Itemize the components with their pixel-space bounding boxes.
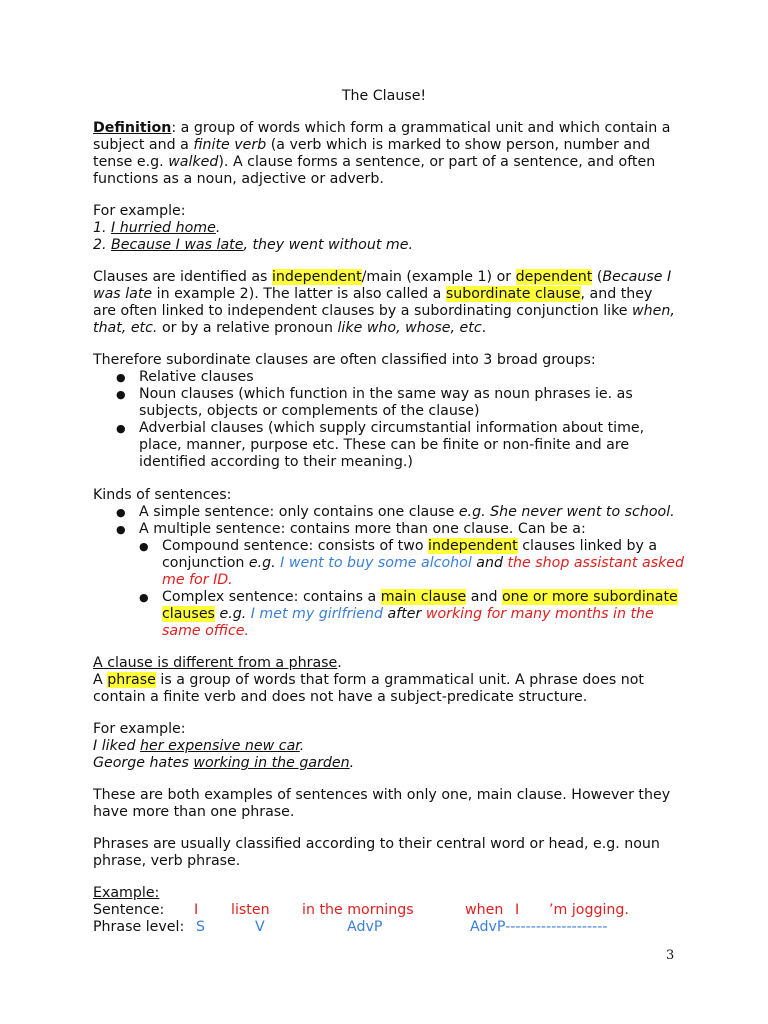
word-listen: listen <box>231 902 270 918</box>
text: /main (example 1) or <box>361 269 516 285</box>
identified-line-3 <box>93 303 675 320</box>
page-title: The Clause! <box>341 88 427 104</box>
text: . <box>337 655 342 671</box>
text: I liked <box>93 738 141 754</box>
highlight-clauses: clauses <box>162 606 215 622</box>
bullet-icon: ● <box>116 422 126 435</box>
sentence-label: Sentence: <box>93 902 165 918</box>
phrase-level-label: Phrase level: <box>93 919 185 935</box>
classified-line-2: phrase, verb phrase. <box>93 853 241 869</box>
text: , and they <box>580 286 653 302</box>
group-adverbial-line-3: identified according to their meaning.) <box>139 454 413 470</box>
definition-line-1 <box>93 120 670 137</box>
text: ( <box>592 269 603 285</box>
text: and <box>466 589 502 605</box>
example-heading: For example: <box>93 203 186 219</box>
groups-intro: Therefore subordinate clauses are often classified into 3 broad groups: <box>93 352 596 368</box>
bullet-icon: ● <box>116 371 126 384</box>
text: subject and a <box>93 137 194 153</box>
text: . <box>481 320 487 336</box>
bullet-icon: ● <box>116 506 126 519</box>
complex-line-2 <box>162 606 654 623</box>
kinds-heading: Kinds of sentences: <box>93 487 232 503</box>
highlight-subordinate: one or more subordinate <box>501 589 678 605</box>
finite-verb-term: finite verb <box>193 137 267 153</box>
walked-term: walked <box>168 154 219 170</box>
group-adverbial-line-1: Adverbial clauses (which supply circumstantial information about time, <box>139 420 645 436</box>
text: . <box>349 755 355 771</box>
phrase-example-1 <box>93 738 304 755</box>
highlight-phrase: phrase <box>107 672 156 688</box>
kind-simple <box>139 504 675 521</box>
word-i: I <box>194 902 199 918</box>
text: . <box>215 220 221 236</box>
underlined-clause: Because I was late <box>111 237 244 253</box>
phrase-line-1 <box>93 672 644 689</box>
text: or by a relative pronoun <box>157 320 338 336</box>
text: when, <box>632 303 675 319</box>
text: clauses linked by a <box>517 538 658 554</box>
text: like who, whose, etc <box>337 320 482 336</box>
compound-line-3: me for ID. <box>162 572 233 588</box>
definition-line-4: functions as a noun, adjective or adverb. <box>93 171 384 187</box>
bullet-icon: ● <box>116 388 126 401</box>
bullet-icon: ● <box>139 591 149 604</box>
word-in-the-mornings: in the mornings <box>302 902 414 918</box>
definition-text-1: : a group of words which form a grammatical unit and which contain a <box>171 120 671 136</box>
tag-v: V <box>255 919 265 935</box>
definition-line-3 <box>93 154 655 171</box>
tag-advp-1: AdvP <box>347 919 383 935</box>
highlight-subordinate-clause: subordinate clause <box>445 286 581 302</box>
blue-clause: I met my girlfriend <box>246 606 383 622</box>
text: Because I <box>602 269 672 285</box>
text: e.g. <box>214 606 247 622</box>
text: was late <box>93 286 153 302</box>
text: A simple sentence: only contains one clause <box>139 504 459 520</box>
red-clause: working for many months in the <box>421 606 654 622</box>
definition-line-2 <box>93 137 650 154</box>
text: George hates <box>93 755 194 771</box>
text: in example 2). The latter is also called a <box>152 286 446 302</box>
text: A clause is different from a phrase <box>93 655 338 671</box>
text: A <box>93 672 108 688</box>
text: Compound sentence: consists of two <box>162 538 429 554</box>
phrase-example-heading: For example: <box>93 721 186 737</box>
both-line-2: have more than one phrase. <box>93 804 295 820</box>
complex-line-3: same office. <box>162 623 250 639</box>
highlight-main-clause: main clause <box>380 589 467 605</box>
group-relative: Relative clauses <box>139 369 254 385</box>
text: 1. <box>93 220 112 236</box>
group-adverbial-line-2: place, manner, purpose etc. These can be finite or non-finite and are <box>139 437 630 453</box>
text: (a verb which is marked to show person, number and <box>266 137 651 153</box>
underlined-phrase: working in the garden <box>193 755 350 771</box>
text: Clauses are identified as <box>93 269 272 285</box>
group-noun-line-2: subjects, objects or complements of the clause) <box>139 403 480 419</box>
text: 2. <box>93 237 112 253</box>
text: Complex sentence: contains a <box>162 589 381 605</box>
highlight-independent: independent <box>271 269 362 285</box>
identified-line-4 <box>93 320 486 337</box>
text: tense e.g. <box>93 154 169 170</box>
phrase-line-2: contain a finite verb and does not have a subject-predicate structure. <box>93 689 588 705</box>
identified-line-1 <box>93 269 671 286</box>
text: is a group of words that form a grammatical unit. A phrase does not <box>155 672 644 688</box>
group-noun-line-1: Noun clauses (which function in the same way as noun phrases ie. as <box>139 386 633 402</box>
underlined-clause: I hurried home <box>111 220 216 236</box>
blue-clause: I went to buy some alcohol <box>275 555 472 571</box>
example-1 <box>93 220 220 237</box>
tag-s: S <box>196 919 206 935</box>
text: . <box>299 738 305 754</box>
classified-line-1: Phrases are usually classified according to their central word or head, e.g. noun <box>93 836 660 852</box>
definition-label: Definition <box>93 120 172 136</box>
bullet-icon: ● <box>116 523 126 536</box>
complex-line-1 <box>162 589 678 606</box>
example-2 <box>93 237 413 254</box>
text: e.g. <box>248 555 276 571</box>
highlight-independent: independent <box>428 538 518 554</box>
word-when: when <box>465 902 504 918</box>
red-clause: the shop assistant asked <box>502 555 685 571</box>
text: conjunction <box>162 555 249 571</box>
page-number: 3 <box>666 948 675 963</box>
compound-line-1 <box>162 538 657 555</box>
text: and <box>471 555 503 571</box>
underlined-phrase: her expensive new car <box>140 738 300 754</box>
bullet-icon: ● <box>139 540 149 553</box>
text: , they went without me. <box>243 237 413 253</box>
text: are often linked to independent clauses by a subordinating conjunction like <box>93 303 633 319</box>
word-i-2: I <box>515 902 520 918</box>
highlight-dependent: dependent <box>515 269 593 285</box>
tag-advp-2: AdvP-------------------- <box>470 919 608 935</box>
example-table-heading: Example: <box>93 885 160 901</box>
word-m-jogging: ’m jogging. <box>549 902 629 918</box>
compound-line-2 <box>162 555 684 572</box>
phrase-example-2 <box>93 755 354 772</box>
text: that, etc. <box>93 320 158 336</box>
text: after <box>383 606 422 622</box>
text: e.g. She never went to school. <box>458 504 675 520</box>
kind-multiple: A multiple sentence: contains more than one clause. Can be a: <box>139 521 586 537</box>
identified-line-2 <box>93 286 652 303</box>
both-line-1: These are both examples of sentences with only one, main clause. However they <box>93 787 671 803</box>
text: ). A clause forms a sentence, or part of a sentence, and often <box>218 154 656 170</box>
phrase-heading <box>93 655 342 672</box>
